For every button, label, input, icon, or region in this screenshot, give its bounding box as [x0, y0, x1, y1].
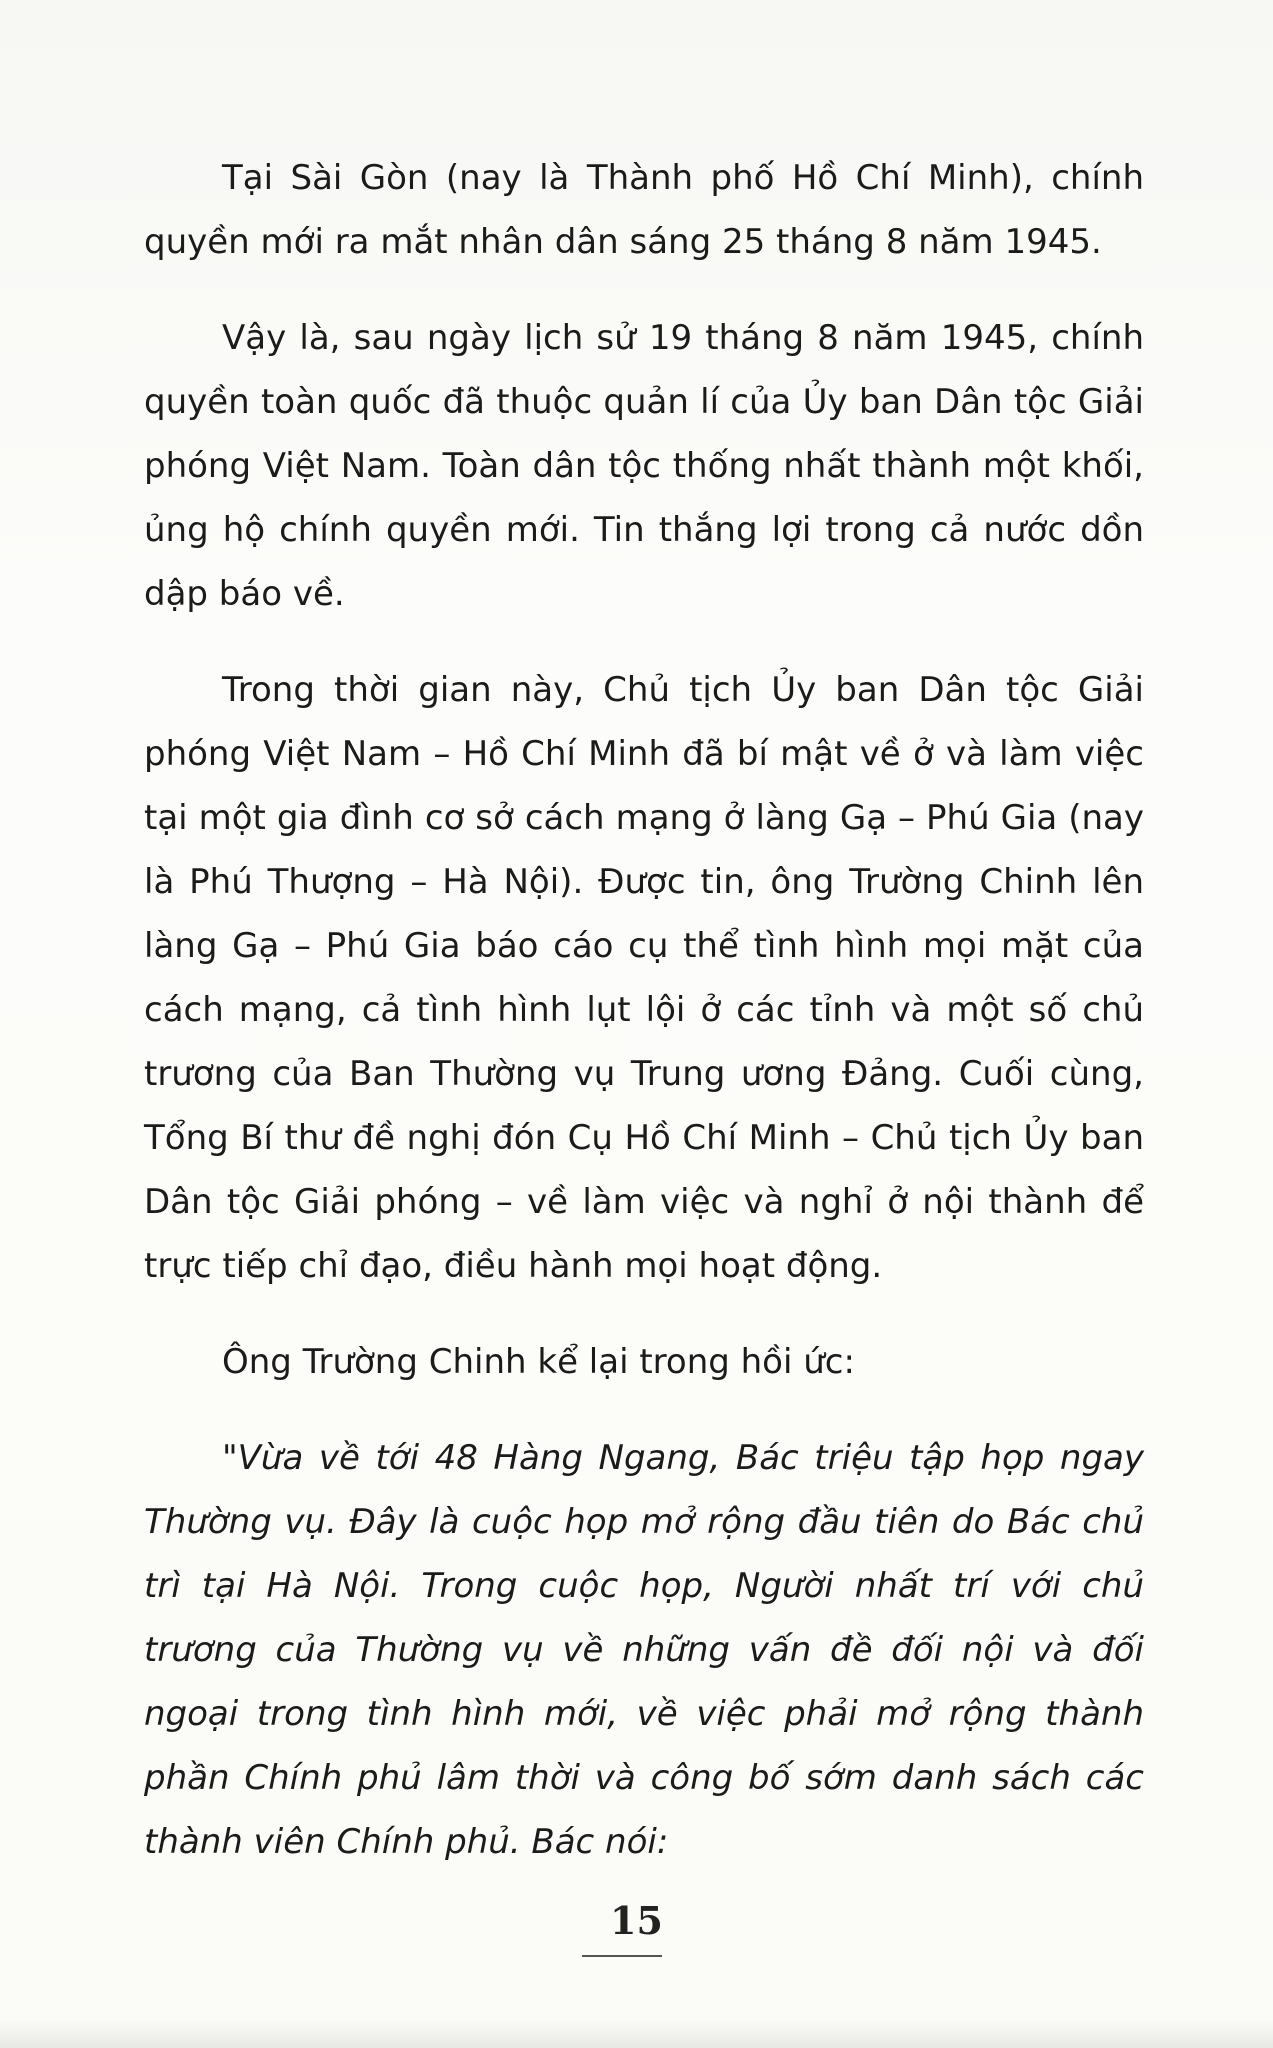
- paragraph-4: Ông Trường Chinh kể lại trong hồi ức:: [222, 1342, 855, 1382]
- page-number-underline: [582, 1955, 662, 1957]
- page-number: 15: [610, 1898, 663, 1943]
- quote-paragraph: "Vừa về tới 48 Hàng Ngang, Bác triệu tập họp ngay Thường vụ. Đây là cuộc họp mở rộng đầu tiên do Bác chủ trì tại Hà Nội. Trong cuộc họp, Người nhất trí với chủ trương của Thường vụ về những vấn đề đối nội và đối ngoại trong tình hình mới, về việc phải mở rộng thành phần Chính phủ lâm thời và công bố sớm danh sách các thành viên Chính phủ. Bác nói:: [144, 1438, 1144, 1862]
- paragraph-1: Tại Sài Gòn (nay là Thành phố Hồ Chí Minh), chính quyền mới ra mắt nhân dân sáng 25 tháng 8 năm 1945.: [144, 158, 1144, 262]
- body-text: [144, 146, 1144, 1906]
- paragraph-2: Vậy là, sau ngày lịch sử 19 tháng 8 năm 1945, chính quyền toàn quốc đã thuộc quản lí của Ủy ban Dân tộc Giải phóng Việt Nam. Toàn dân tộc thống nhất thành một khối, ủng hộ chính quyền mới. Tin thắng lợi trong cả nước dồn dập báo về.: [144, 318, 1144, 614]
- page-edge-shadow: [0, 2020, 1273, 2048]
- paragraph-3: Trong thời gian này, Chủ tịch Ủy ban Dân tộc Giải phóng Việt Nam – Hồ Chí Minh đã bí mật về ở và làm việc tại một gia đình cơ sở cách mạng ở làng Gạ – Phú Gia (nay là Phú Thượng – Hà Nội). Được tin, ông Trường Chinh lên làng Gạ – Phú Gia báo cáo cụ thể tình hình mọi mặt của cách mạng, cả tình hình lụt lội ở các tỉnh và một số chủ trương của Ban Thường vụ Trung ương Đảng. Cuối cùng, Tổng Bí thư đề nghị đón Cụ Hồ Chí Minh – Chủ tịch Ủy ban Dân tộc Giải phóng – về làm việc và nghỉ ở nội thành để trực tiếp chỉ đạo, điều hành mọi hoạt động.: [144, 670, 1144, 1286]
